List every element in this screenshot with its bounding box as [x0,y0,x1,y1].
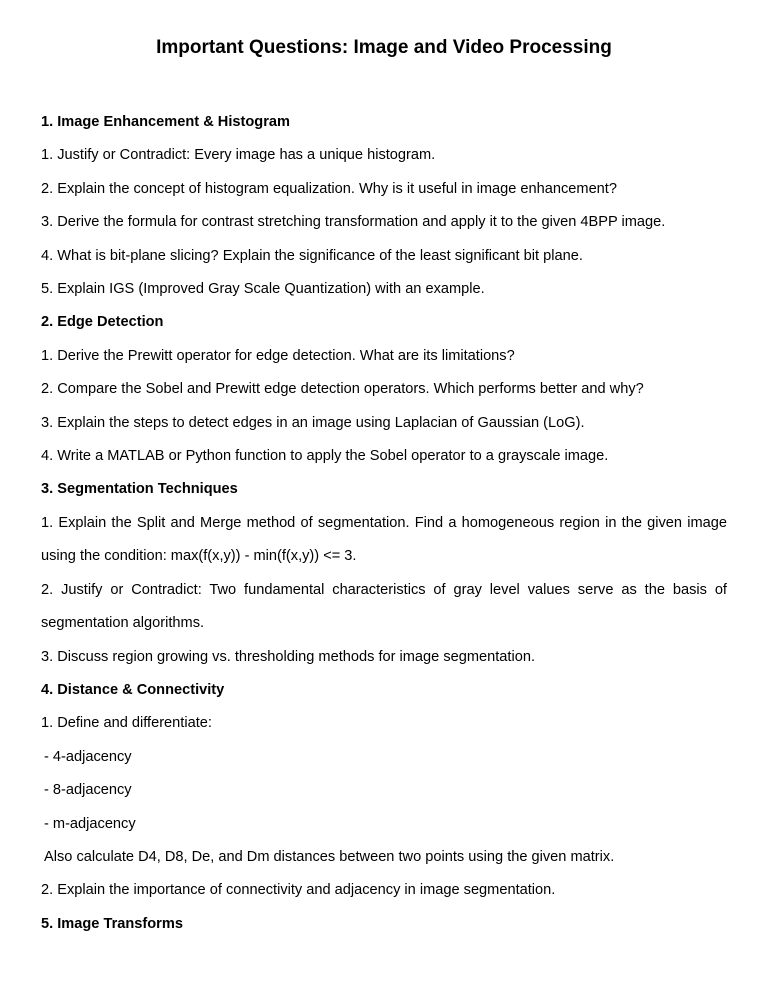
question-item: 3. Discuss region growing vs. thresholding methods for image segmentation. [41,648,536,665]
question-item: 1. Justify or Contradict: Every image has a unique histogram. [41,147,436,164]
question-item: 3. Explain the steps to detect edges in an image using Laplacian of Gaussian (LoG). [41,414,585,431]
section-heading-segmentation: 3. Segmentation Techniques [41,481,238,498]
question-item: 1. Explain the Split and Merge method of segmentation. Find a homogeneous region in the given image using the condition: max(f(x,y)) - min(f(x,y)) <= 3. [41,514,727,565]
question-item: 3. Derive the formula for contrast stretching transformation and apply it to the given 4BPP image. [41,214,666,231]
section-heading-distance-connectivity: 4. Distance & Connectivity [41,681,225,698]
document-body [41,106,727,941]
question-item: 2. Explain the concept of histogram equalization. Why is it useful in image enhancement? [41,180,617,197]
section-heading-edge-detection: 2. Edge Detection [41,314,164,331]
sub-item: - m-adjacency [44,815,136,832]
question-item: 5. Explain IGS (Improved Gray Scale Quantization) with an example. [41,281,485,298]
question-note: Also calculate D4, D8, De, and Dm distances between two points using the given matrix. [44,848,615,865]
question-item: 4. What is bit-plane slicing? Explain the significance of the least significant bit plane. [41,247,583,264]
question-item: 1. Derive the Prewitt operator for edge detection. What are its limitations? [41,347,515,364]
section-heading-image-transforms: 5. Image Transforms [41,915,183,932]
section-heading-image-enhancement: 1. Image Enhancement & Histogram [41,114,290,130]
question-item: 4. Write a MATLAB or Python function to apply the Sobel operator to a grayscale image. [41,448,609,465]
sub-item: - 4-adjacency [44,748,132,765]
question-item: 2. Justify or Contradict: Two fundamental characteristics of gray level values serve as the basis of segmentation algorithms. [41,581,727,632]
document-title: Important Questions: Image and Video Processing [156,37,612,58]
question-item: 1. Define and differentiate: [41,715,212,732]
question-item: 2. Explain the importance of connectivity and adjacency in image segmentation. [41,882,556,899]
sub-item: - 8-adjacency [44,782,132,799]
question-item: 2. Compare the Sobel and Prewitt edge detection operators. Which performs better and why? [41,381,644,398]
